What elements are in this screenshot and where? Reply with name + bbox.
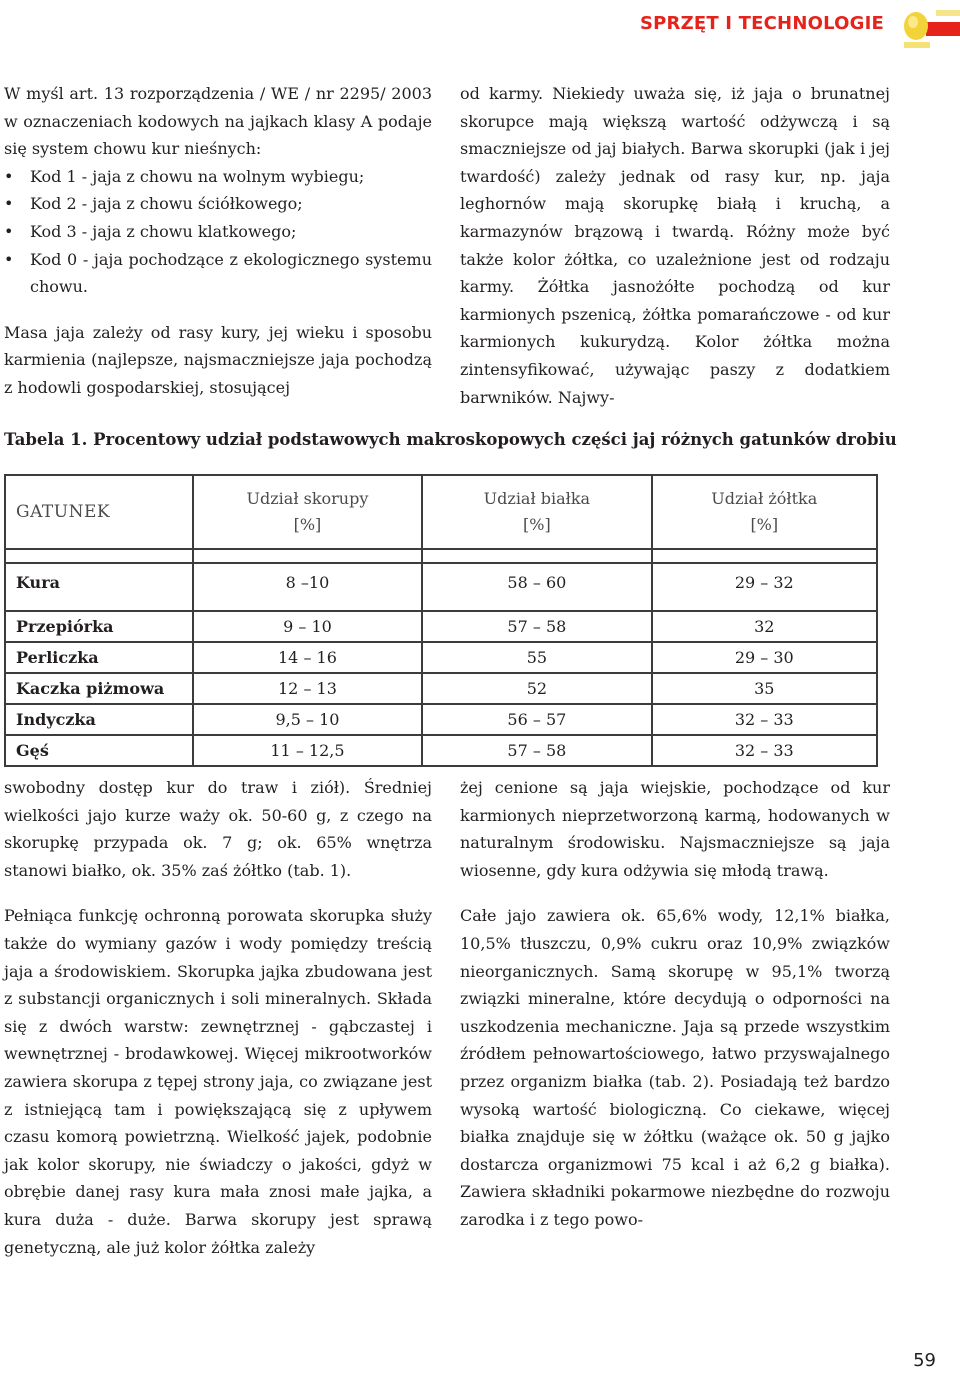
list-item: • Kod 3 - jaja z chowu klatkowego; [4,218,432,246]
paragraph: Całe jajo zawiera ok. 65,6% wody, 12,1% białka, 10,5% tłuszczu, 0,9% cukru oraz 10,9% związków nieorganicznych. Samą skorupę w 95,1% tworzą związki mineralne, które decydują o odporności na uszkodzenia mechaniczne. Jaja są przede wszystkim źródłem pełnowartościowego, łatwo przyswajalnego przez organizm białka (tab. 2). Posiadają też bardzo wysoką wartość biologiczną. Co ciekawe, więcej białka znajduje się w żółtku (ważące ok. 50 g jajko dostarcza organizmowi 75 kcal i aż 6,2 g białka). Zawiera składniki pokarmowe niezbędne do rozwoju zarodka i z tego powo- [460,906,890,1229]
table-row: Przepiórka 9 – 10 57 – 58 32 [5,611,877,642]
list-item: • Kod 0 - jaja pochodzące z ekologicznego systemu chowu. [4,246,432,301]
list-item: • Kod 1 - jaja z chowu na wolnym wybiegu; [4,163,432,191]
page-number: 59 [913,1350,936,1371]
text-column-4 [460,774,890,1234]
section-title: SPRZĘT I TECHNOLOGIE [640,13,884,34]
table-header-row [5,475,877,549]
paragraph: Masa jaja zależy od rasy kury, jej wieku i sposobu karmienia (najlepsze, najsmaczniejsze jaja pochodzą z hodowli gospodarskiej, stosującej [4,322,432,397]
text-column-1 [4,80,432,402]
table-row: Kura 8 –10 58 – 60 29 – 32 [5,563,877,600]
header-white: Udział białka [%] [422,475,651,549]
table-row: Gęś 11 – 12,5 57 – 58 32 – 33 [5,735,877,766]
table-row: Perliczka 14 – 16 55 29 – 30 [5,642,877,673]
header-species: GATUNEK [5,475,193,549]
egg-logo-icon [896,4,960,52]
bullet-icon: • [4,249,14,269]
paragraph: żej cenione są jaja wiejskie, pochodzące od kur karmionych nieprzetworzoną karmą, hodowanych w naturalnym środowisku. Najsmaczniejsze są jaja wiosenne, gdy kura odżywia się młodą trawą. [460,778,890,880]
header-shell: Udział skorupy [%] [193,475,422,549]
table-spacer-row [5,600,877,611]
paragraph: swobodny dostęp kur do traw i ziół). Średniej wielkości jajo kurze waży ok. 50-60 g, z czego na skorupkę przypada ok. 7 g; ok. 65% wnętrza stanowi białko, ok. 35% zaś żółtko (tab. 1). [4,778,432,880]
list-item: • Kod 2 - jaja z chowu ściółkowego; [4,190,432,218]
eggs-composition-table [4,474,878,767]
bullet-icon: • [4,221,14,241]
code-list [4,163,432,301]
bullet-icon: • [4,194,14,214]
paragraph: od karmy. Niekiedy uważa się, iż jaja o brunatnej skorupce mają większą wartość odżywczą i są smaczniejsze od jaj białych. Barwa skorupki (jak i jej twardość) zależy jednak od rasy kur, np. jaja leghornów mają skorupkę białą i kruchą, a karmazynów brązową i twardą. Różny może być także kolor żółtka, co uzależnione jest od rodzaju karmy. Żółtka jasnożółte pochodzą od kur karmionych pszenicą, żółtka pomarańczowe - od kur karmionych kukurydzą. Kolor żółtka można zintensyfikować, używając paszy z dodatkiem barwników. Najwy- [460,84,890,407]
table-row: Kaczka piżmowa 12 – 13 52 35 [5,673,877,704]
intro-paragraph: W myśl art. 13 rozporządzenia / WE / nr 2295/ 2003 w oznaczeniach kodowych na jajkach klasy A podaje się system chowu kur nieśnych: [4,84,432,159]
header-yolk: Udział żółtka [%] [652,475,877,549]
table-gap-row [5,549,877,563]
text-column-3 [4,774,432,1261]
text-column-2 [460,80,890,411]
paragraph: Pełniąca funkcję ochronną porowata skorupka służy także do wymiany gazów i wody pomiędzy treścią jaja a środowiskiem. Skorupka jajka zbudowana jest z substancji organicznych i soli mineralnych. Składa się z dwóch warstw: zewnętrznej - gąbczastej i wewnętrznej - brodawkowej. Więcej mikrootworków zawiera skorupa z tępej strony jaja, co związane jest z istniejącą tam i powiększającą się z upływem czasu komorą powietrzną. Wielkość jajek, podobnie jak kolor skorupy, nie świadczy o jakości, gdyż w obrębie danej rasy kura mała znosi małe jajka, a kura duża - duże. Barwa skorupy jest sprawą genetyczną, ale już kolor żółtka zależy [4,906,432,1257]
bullet-icon: • [4,166,14,186]
table-row: Indyczka 9,5 – 10 56 – 57 32 – 33 [5,704,877,735]
table-caption: Tabela 1. Procentowy udział podstawowych makroskopowych części jaj różnych gatunków drobiu [4,430,897,449]
